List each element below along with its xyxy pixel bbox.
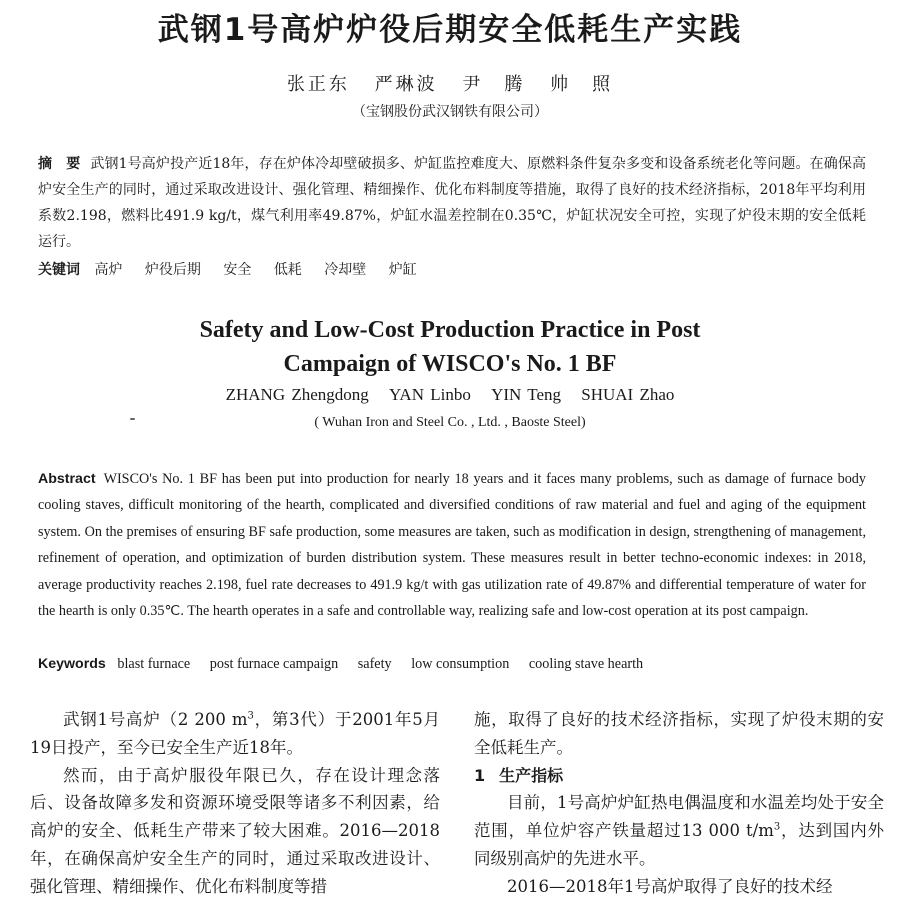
- english-abstract-label: Abstract: [38, 471, 96, 487]
- body-paragraph: 2016—2018年1号高炉取得了良好的技术经: [507, 876, 833, 896]
- body-paragraph: [30, 706, 440, 762]
- keyword-cn: 安全: [223, 262, 252, 278]
- section-number: 1: [474, 765, 486, 785]
- author-3-cn: 尹 腾: [462, 74, 526, 95]
- chinese-authors: [0, 70, 900, 96]
- keyword-en: safety: [357, 656, 392, 672]
- keyword-en: blast furnace: [117, 656, 191, 672]
- scan-speck: [130, 418, 135, 420]
- author-4-en: SHUAI Zhao: [581, 385, 675, 404]
- chinese-title: 武钢1号高炉炉役后期安全低耗生产实践: [157, 12, 743, 48]
- english-title-line-1: Safety and Low-Cost Production Practice in Post: [199, 317, 701, 343]
- keyword-en: cooling stave hearth: [528, 656, 644, 672]
- author-2-en: YAN Linbo: [389, 385, 471, 404]
- superscript: 3: [247, 710, 254, 722]
- section-heading: [474, 762, 884, 790]
- english-title-line-2: Campaign of WISCO's No. 1 BF: [283, 351, 617, 377]
- chinese-affiliation: （宝钢股份武汉钢铁有限公司）: [352, 104, 548, 120]
- author-1-cn: 张正东: [286, 74, 350, 95]
- author-4-cn: 帅 照: [550, 74, 614, 95]
- keyword-en: post furnace campaign: [209, 656, 339, 672]
- keyword-en: low consumption: [411, 656, 510, 672]
- author-3-en: YIN Teng: [491, 385, 561, 404]
- body-text: ，第3代）于2001年5月19日投产，至今已安全生产近18年。: [30, 710, 440, 757]
- keyword-cn: 低耗: [273, 262, 302, 278]
- english-authors: [0, 385, 900, 405]
- body-text: 目前，1号高炉炉缸热电偶温度和水温差均处于安全范围，单位炉容产铁量超过13 000 t/m: [474, 793, 884, 841]
- body-text: 武钢1号高炉（2 200 m: [63, 710, 248, 729]
- english-abstract-text: WISCO's No. 1 BF has been put into production for nearly 18 years and it faces many problems, such as damage of furnace body cooling staves, difficult monitoring of the hearth, complicated and diversified conditions of raw material and fuel and aging of the equipment system. On the premises of ensuring BF safe production, some measures are taken, such as modification in design, strengthening of management, refinement of operation, and optimization of burden distribution system. These measures result in better techno-economic indexes: in 2018, average productivity reaches 2.198, fuel rate decreases to 491.9 kg/t with gas utilization rate of 49.87% and differential temperature of water for the hearth is only 0.35℃. The hearth operates in a safe and controllable way, realizing safe and low-cost operation at its post campaign.: [38, 471, 866, 620]
- keyword-cn: 冷却壁: [324, 262, 367, 278]
- keyword-cn: 高炉: [94, 262, 123, 278]
- author-1-en: ZHANG Zhengdong: [225, 385, 369, 404]
- author-2-cn: 严琳波: [374, 74, 438, 95]
- body-right-column: [474, 706, 884, 901]
- chinese-keywords-label: 关键词: [38, 262, 80, 278]
- chinese-abstract: [38, 151, 866, 255]
- keyword-cn: 炉役后期: [144, 262, 201, 278]
- body-paragraph: 然而，由于高炉服役年限已久，存在设计理念落后、设备故障多发和资源环境受限等诸多不利因素，给高炉的安全、低耗生产带来了较大困难。2016—2018年，在确保高炉安全生产的同时，通过采取改进设计、强化管理、精细操作、优化布料制度等措: [30, 765, 440, 896]
- english-affiliation: ( Wuhan Iron and Steel Co. , Ltd. , Baoste Steel): [314, 415, 586, 430]
- body-paragraph: [474, 789, 884, 872]
- body-paragraph: 施，取得了良好的技术经济指标，实现了炉役末期的安全低耗生产。: [474, 710, 884, 757]
- keyword-cn: 炉缸: [388, 262, 417, 278]
- english-abstract: [38, 466, 866, 624]
- section-title: 生产指标: [499, 765, 564, 785]
- english-title: [0, 313, 900, 381]
- superscript: 3: [773, 821, 781, 833]
- chinese-abstract-label: 摘 要: [38, 156, 81, 172]
- english-keywords: [38, 653, 866, 675]
- body-left-column: [30, 706, 440, 901]
- body-text: ，达到国内外同级别高炉的先进水平。: [474, 821, 884, 868]
- chinese-keywords: [38, 259, 866, 281]
- english-keywords-label: Keywords: [38, 656, 106, 672]
- chinese-abstract-text: 武钢1号高炉投产近18年，存在炉体冷却壁破损多、炉缸监控难度大、原燃料条件复杂多变和设备系统老化等问题。在确保高炉安全生产的同时，通过采取改进设计、强化管理、精细操作、优化布料制度等措施，取得了良好的技术经济指标，2018年平均利用系数2.198，燃料比491.9 kg/t，煤气利用率49.87%，炉缸水温差控制在0.35℃，炉缸状况安全可控，实现了炉役末期的安全低耗运行。: [38, 156, 867, 250]
